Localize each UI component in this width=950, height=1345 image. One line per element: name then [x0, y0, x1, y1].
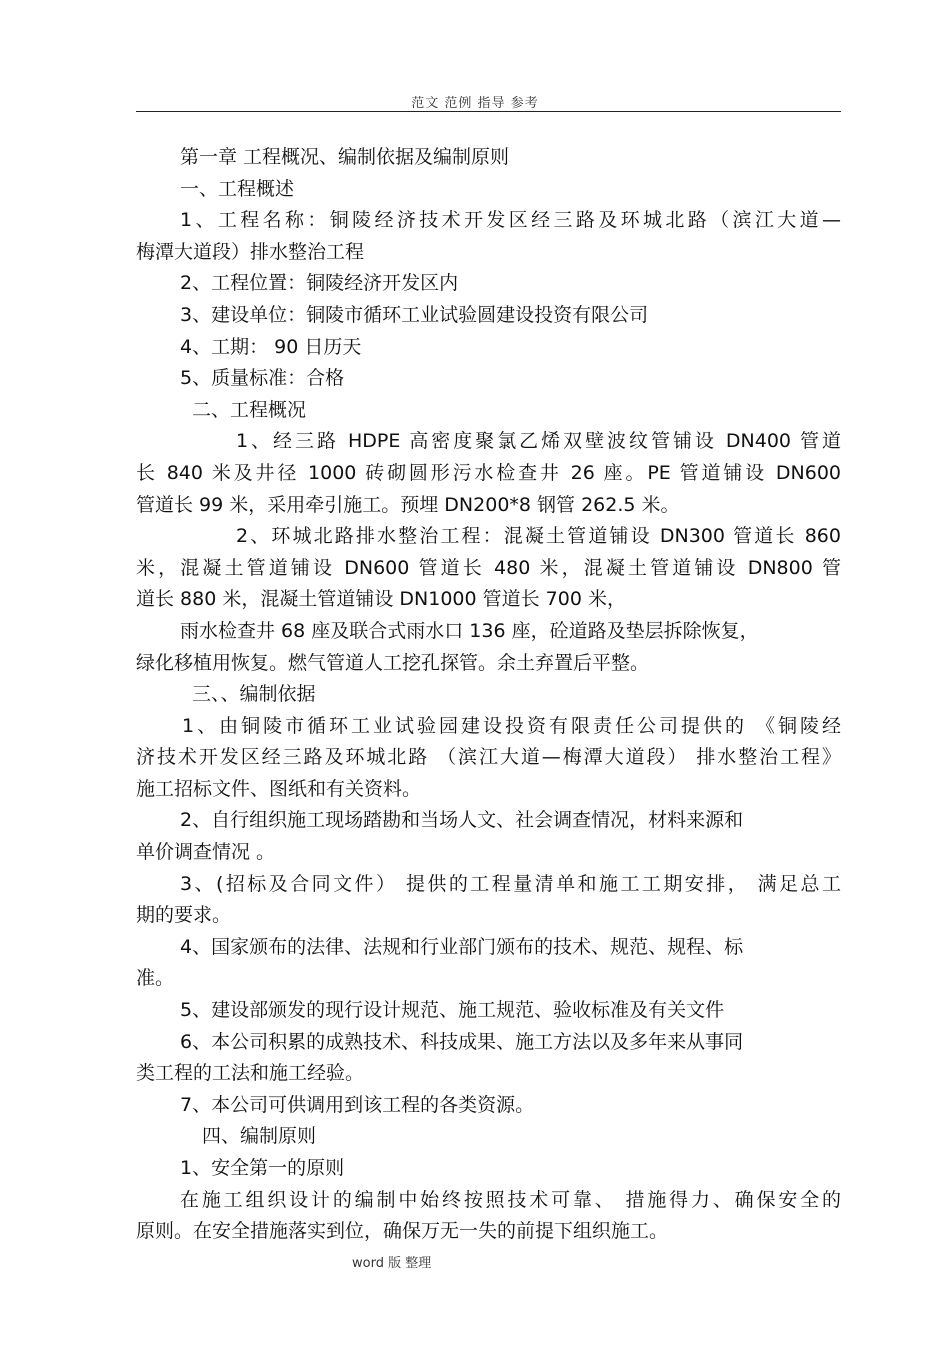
- paragraph-line: 3、(招标及合同文件） 提供的工程量清单和施工工期安排， 满足总工: [180, 872, 841, 895]
- paragraph-line: 绿化移植用恢复。燃气管道人工挖孔探管。余土弃置后平整。: [136, 651, 650, 674]
- paragraph-line: 准。: [136, 967, 175, 990]
- paragraph-line: 5、建设部颁发的现行设计规范、施工规范、验收标准及有关文件: [180, 999, 725, 1022]
- paragraph-line: 1、安全第一的原则: [180, 1157, 345, 1179]
- paragraph-line: 济技术开发区经三路及环城北路 （滨江大道—梅潭大道段） 排水整治工程》: [136, 746, 841, 769]
- paragraph-line: 米，混凝土管道铺设 DN600 管道长 480 米，混凝土管道铺设 DN800 管: [136, 556, 841, 579]
- paragraph-line: 1、由铜陵市循环工业试验园建设投资有限责任公司提供的 《铜陵经: [182, 714, 841, 737]
- paragraph-line: 雨水检查井 68 座及联合式雨水口 136 座，砼道路及垫层拆除恢复，: [180, 619, 759, 642]
- paragraph-line: 2、环城北路排水整治工程：混凝土管道铺设 DN300 管道长 860: [236, 525, 841, 548]
- section-heading: 三、、编制依据: [192, 683, 316, 706]
- paragraph-line: 5、质量标准：合格: [180, 367, 345, 390]
- section-heading: 四、编制原则: [202, 1125, 317, 1148]
- section-heading: 二、工程概况: [192, 398, 307, 421]
- paragraph-line: 1、工程名称：铜陵经济技术开发区经三路及环城北路（滨江大道—: [180, 209, 841, 232]
- paragraph-line: 单价调查情况 。: [136, 841, 276, 864]
- header-divider: [136, 111, 841, 112]
- paragraph-line: 长 840 米及井径 1000 砖砌圆形污水检查井 26 座。PE 管道铺设 DN600: [136, 461, 841, 484]
- paragraph-line: 期的要求。: [136, 904, 232, 927]
- paragraph-line: 2、工程位置：铜陵经济开发区内: [180, 272, 459, 295]
- paragraph-line: 类工程的工法和施工经验。: [136, 1062, 365, 1085]
- chapter-title: 第一章 工程概况、编制依据及编制原则: [180, 146, 510, 168]
- section-heading: 一、工程概述: [180, 177, 295, 200]
- paragraph-line: 梅潭大道段）排水整治工程: [136, 240, 365, 263]
- paragraph-line: 2、自行组织施工现场踏勘和当场人文、社会调查情况，材料来源和: [180, 809, 744, 832]
- page-header: 范文 范例 指导 参考: [411, 96, 539, 111]
- paragraph-line: 3、建设单位：铜陵市循环工业试验圆建设投资有限公司: [180, 303, 649, 326]
- page-footer: word 版 整理: [352, 1256, 432, 1271]
- document-body: [136, 142, 841, 1248]
- paragraph-line: 4、国家颁布的法律、法规和行业部门颁布的技术、规范、规程、标: [180, 935, 744, 958]
- paragraph-line: 在施工组织设计的编制中始终按照技术可靠、 措施得力、确保安全的: [180, 1188, 841, 1211]
- paragraph-line: 6、本公司积累的成熟技术、科技成果、施工方法以及多年来从事同: [180, 1030, 744, 1053]
- paragraph-line: 1、经三路 HDPE 高密度聚氯乙烯双壁波纹管铺设 DN400 管道: [236, 430, 841, 453]
- paragraph-line: 道长 880 米，混凝土管道铺设 DN1000 管道长 700 米，: [136, 588, 626, 611]
- paragraph-line: 管道长 99 米，采用牵引施工。预埋 DN200*8 钢管 262.5 米。: [136, 493, 680, 516]
- paragraph-line: 7、本公司可供调用到该工程的各类资源。: [180, 1093, 535, 1116]
- paragraph-line: 原则。在安全措施落实到位，确保万无一失的前提下组织施工。: [136, 1220, 669, 1243]
- paragraph-line: 施工招标文件、图纸和有关资料。: [136, 777, 422, 800]
- paragraph-line: 4、工期： 90 日历天: [180, 335, 362, 358]
